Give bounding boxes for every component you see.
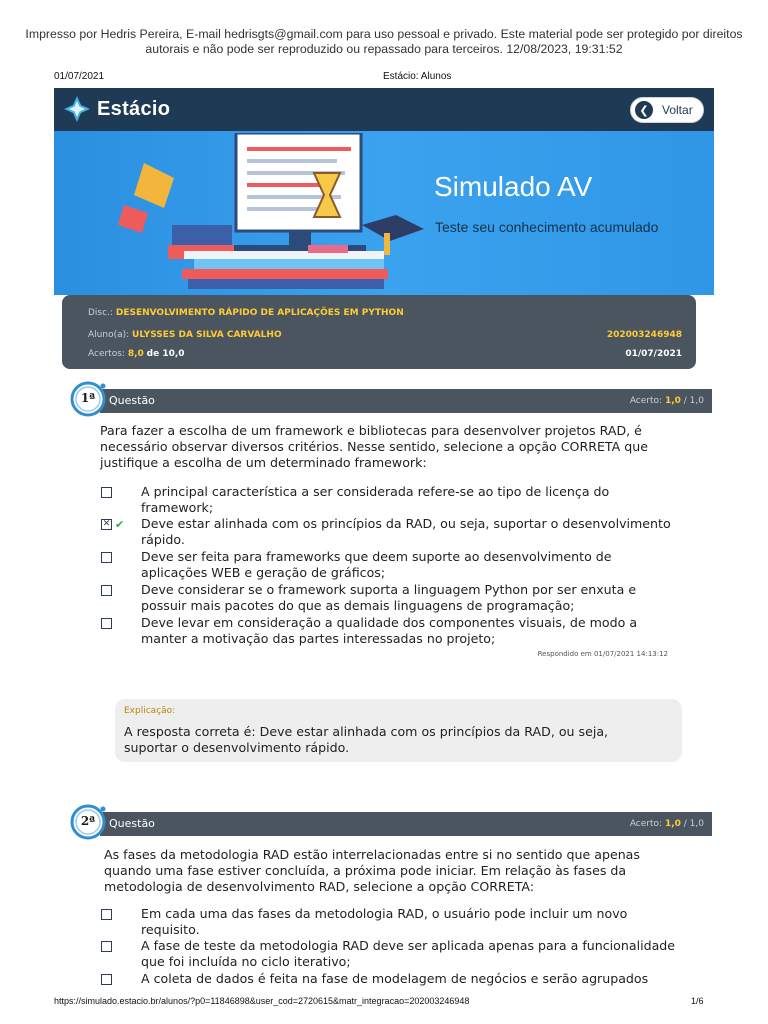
- option-checkbox[interactable]: [101, 909, 112, 920]
- estacio-logo[interactable]: [63, 95, 170, 123]
- discipline-label: Disc.:: [88, 308, 113, 318]
- score-total: / 1,0: [683, 396, 704, 406]
- discipline-row: [88, 308, 682, 318]
- hero-banner: [54, 131, 714, 295]
- question-label: Questão: [109, 817, 155, 830]
- question-1-option-a[interactable]: [100, 484, 680, 516]
- logo-text: Estácio: [97, 97, 171, 120]
- print-watermark: [20, 27, 748, 57]
- student-id: 202003246948: [606, 330, 682, 340]
- score-label: Acerto:: [629, 396, 663, 406]
- print-footer-url: https://simulado.estacio.br/alunos/?p0=11846898&user_cod=2720615&matr_integracao=202003246948: [54, 996, 470, 1006]
- question-2-badge: [70, 803, 108, 841]
- discipline-value: DESENVOLVIMENTO RÁPIDO DE APLICAÇÕES EM PYTHON: [115, 308, 404, 318]
- hits-row: [88, 349, 682, 359]
- question-2-option-b[interactable]: [100, 938, 680, 970]
- option-text: Deve ser feita para frameworks que deem suporte ao desenvolvimento de aplicações WEB e geração de gráficos;: [141, 549, 612, 580]
- score-total: / 1,0: [683, 819, 704, 829]
- question-2-option-a[interactable]: [100, 906, 680, 938]
- question-label: Questão: [109, 394, 155, 407]
- question-1-option-b[interactable]: [100, 516, 680, 548]
- question-1-option-d[interactable]: [100, 582, 680, 614]
- logo-star-icon: [63, 95, 91, 123]
- question-number: 2ª: [80, 814, 96, 828]
- hits-total: de 10,0: [146, 349, 185, 359]
- banner-title: Simulado AV: [434, 171, 593, 202]
- print-page-number: 1/6: [691, 996, 704, 1006]
- question-1-header: [100, 389, 712, 413]
- print-date: 01/07/2021: [54, 71, 105, 82]
- question-1-badge: [70, 380, 108, 418]
- question-number: 1ª: [80, 391, 96, 405]
- score-value: 1,0: [664, 819, 681, 829]
- option-checkbox[interactable]: [101, 618, 112, 629]
- back-button[interactable]: [630, 97, 704, 123]
- option-text: Deve estar alinhada com os princípios da RAD, ou seja, suportar o desenvolvimento rápido.: [141, 516, 671, 547]
- back-button-label: Voltar: [662, 103, 693, 117]
- print-page-title: Estácio: Alunos: [383, 71, 452, 82]
- option-text: A coleta de dados é feita na fase de modelagem de negócios e serão agrupados: [141, 971, 649, 986]
- question-1-option-e[interactable]: [100, 615, 680, 647]
- option-text: Deve levar em consideração a qualidade dos componentes visuais, de modo a manter a motivação das partes interessadas no projeto;: [141, 615, 638, 646]
- option-checkbox[interactable]: [101, 552, 112, 563]
- hits-label: Acertos:: [88, 349, 125, 359]
- hits-value: 8,0: [127, 349, 144, 359]
- student-row: [88, 330, 682, 340]
- question-2-header: [100, 812, 712, 836]
- option-checkbox-checked[interactable]: ✕: [102, 519, 111, 529]
- option-checkbox[interactable]: [101, 941, 112, 952]
- exam-date: 01/07/2021: [625, 349, 682, 359]
- option-text: A principal característica a ser considerada refere-se ao tipo de licença do framework;: [141, 484, 610, 515]
- option-checkbox[interactable]: [101, 974, 112, 985]
- question-score: [630, 819, 704, 829]
- banner-subtitle: Teste seu conhecimento acumulado: [435, 219, 659, 235]
- correct-check-icon: ✔: [115, 518, 125, 531]
- watermark-line-1: Impresso por Hedris Pereira, E-mail hedrisgts@gmail.com para uso pessoal e privado. Este material pode ser protegido por direitos: [25, 27, 743, 41]
- student-label: Aluno(a):: [88, 330, 130, 340]
- study-illustration: [84, 133, 424, 293]
- exam-info-card: [62, 295, 696, 369]
- question-2-prompt: As fases da metodologia RAD estão interrelacionadas entre si no sentido que apenas quando uma fase estiver concluída, a próxima pode iniciar. Em relação às fases da metodologia de desenvolvimento RAD, selecione a opção CORRETA:: [104, 847, 640, 894]
- option-text: Em cada uma das fases da metodologia RAD, o usuário pode incluir um novo requisito.: [141, 906, 628, 937]
- student-name: ULYSSES DA SILVA CARVALHO: [132, 330, 282, 340]
- question-score: [630, 396, 704, 406]
- question-2-option-c[interactable]: [100, 971, 680, 989]
- explanation-box: [115, 699, 682, 762]
- score-label: Acerto:: [629, 819, 663, 829]
- option-text: A fase de teste da metodologia RAD deve ser aplicada apenas para a funcionalidade que foi incluída no ciclo iterativo;: [141, 938, 676, 969]
- explanation-title: Explicação:: [124, 706, 176, 716]
- option-checkbox[interactable]: [101, 585, 112, 596]
- question-1-prompt: Para fazer a escolha de um framework e bibliotecas para desenvolver projetos RAD, é necessário observar diversos critérios. Nesse sentido, selecione a opção CORRETA que justifique a escolha de um determinado framework:: [100, 423, 648, 470]
- watermark-line-2: autorais e não pode ser reproduzido ou repassado para terceiros. 12/08/2023, 19:31:52: [145, 42, 623, 56]
- answered-timestamp: Respondido em 01/07/2021 14:13:12: [537, 650, 668, 658]
- chevron-left-icon: ❮: [635, 101, 653, 119]
- top-navbar: [54, 88, 714, 131]
- option-text: Deve considerar se o framework suporta a linguagem Python por ser enxuta e possuir mais pacotes do que as demais linguagens de programação;: [141, 582, 637, 613]
- explanation-text: A resposta correta é: Deve estar alinhada com os princípios da RAD, ou seja, suportar o desenvolvimento rápido.: [124, 724, 609, 755]
- question-1-option-c[interactable]: [100, 549, 680, 581]
- option-checkbox[interactable]: [101, 487, 112, 498]
- score-value: 1,0: [664, 396, 681, 406]
